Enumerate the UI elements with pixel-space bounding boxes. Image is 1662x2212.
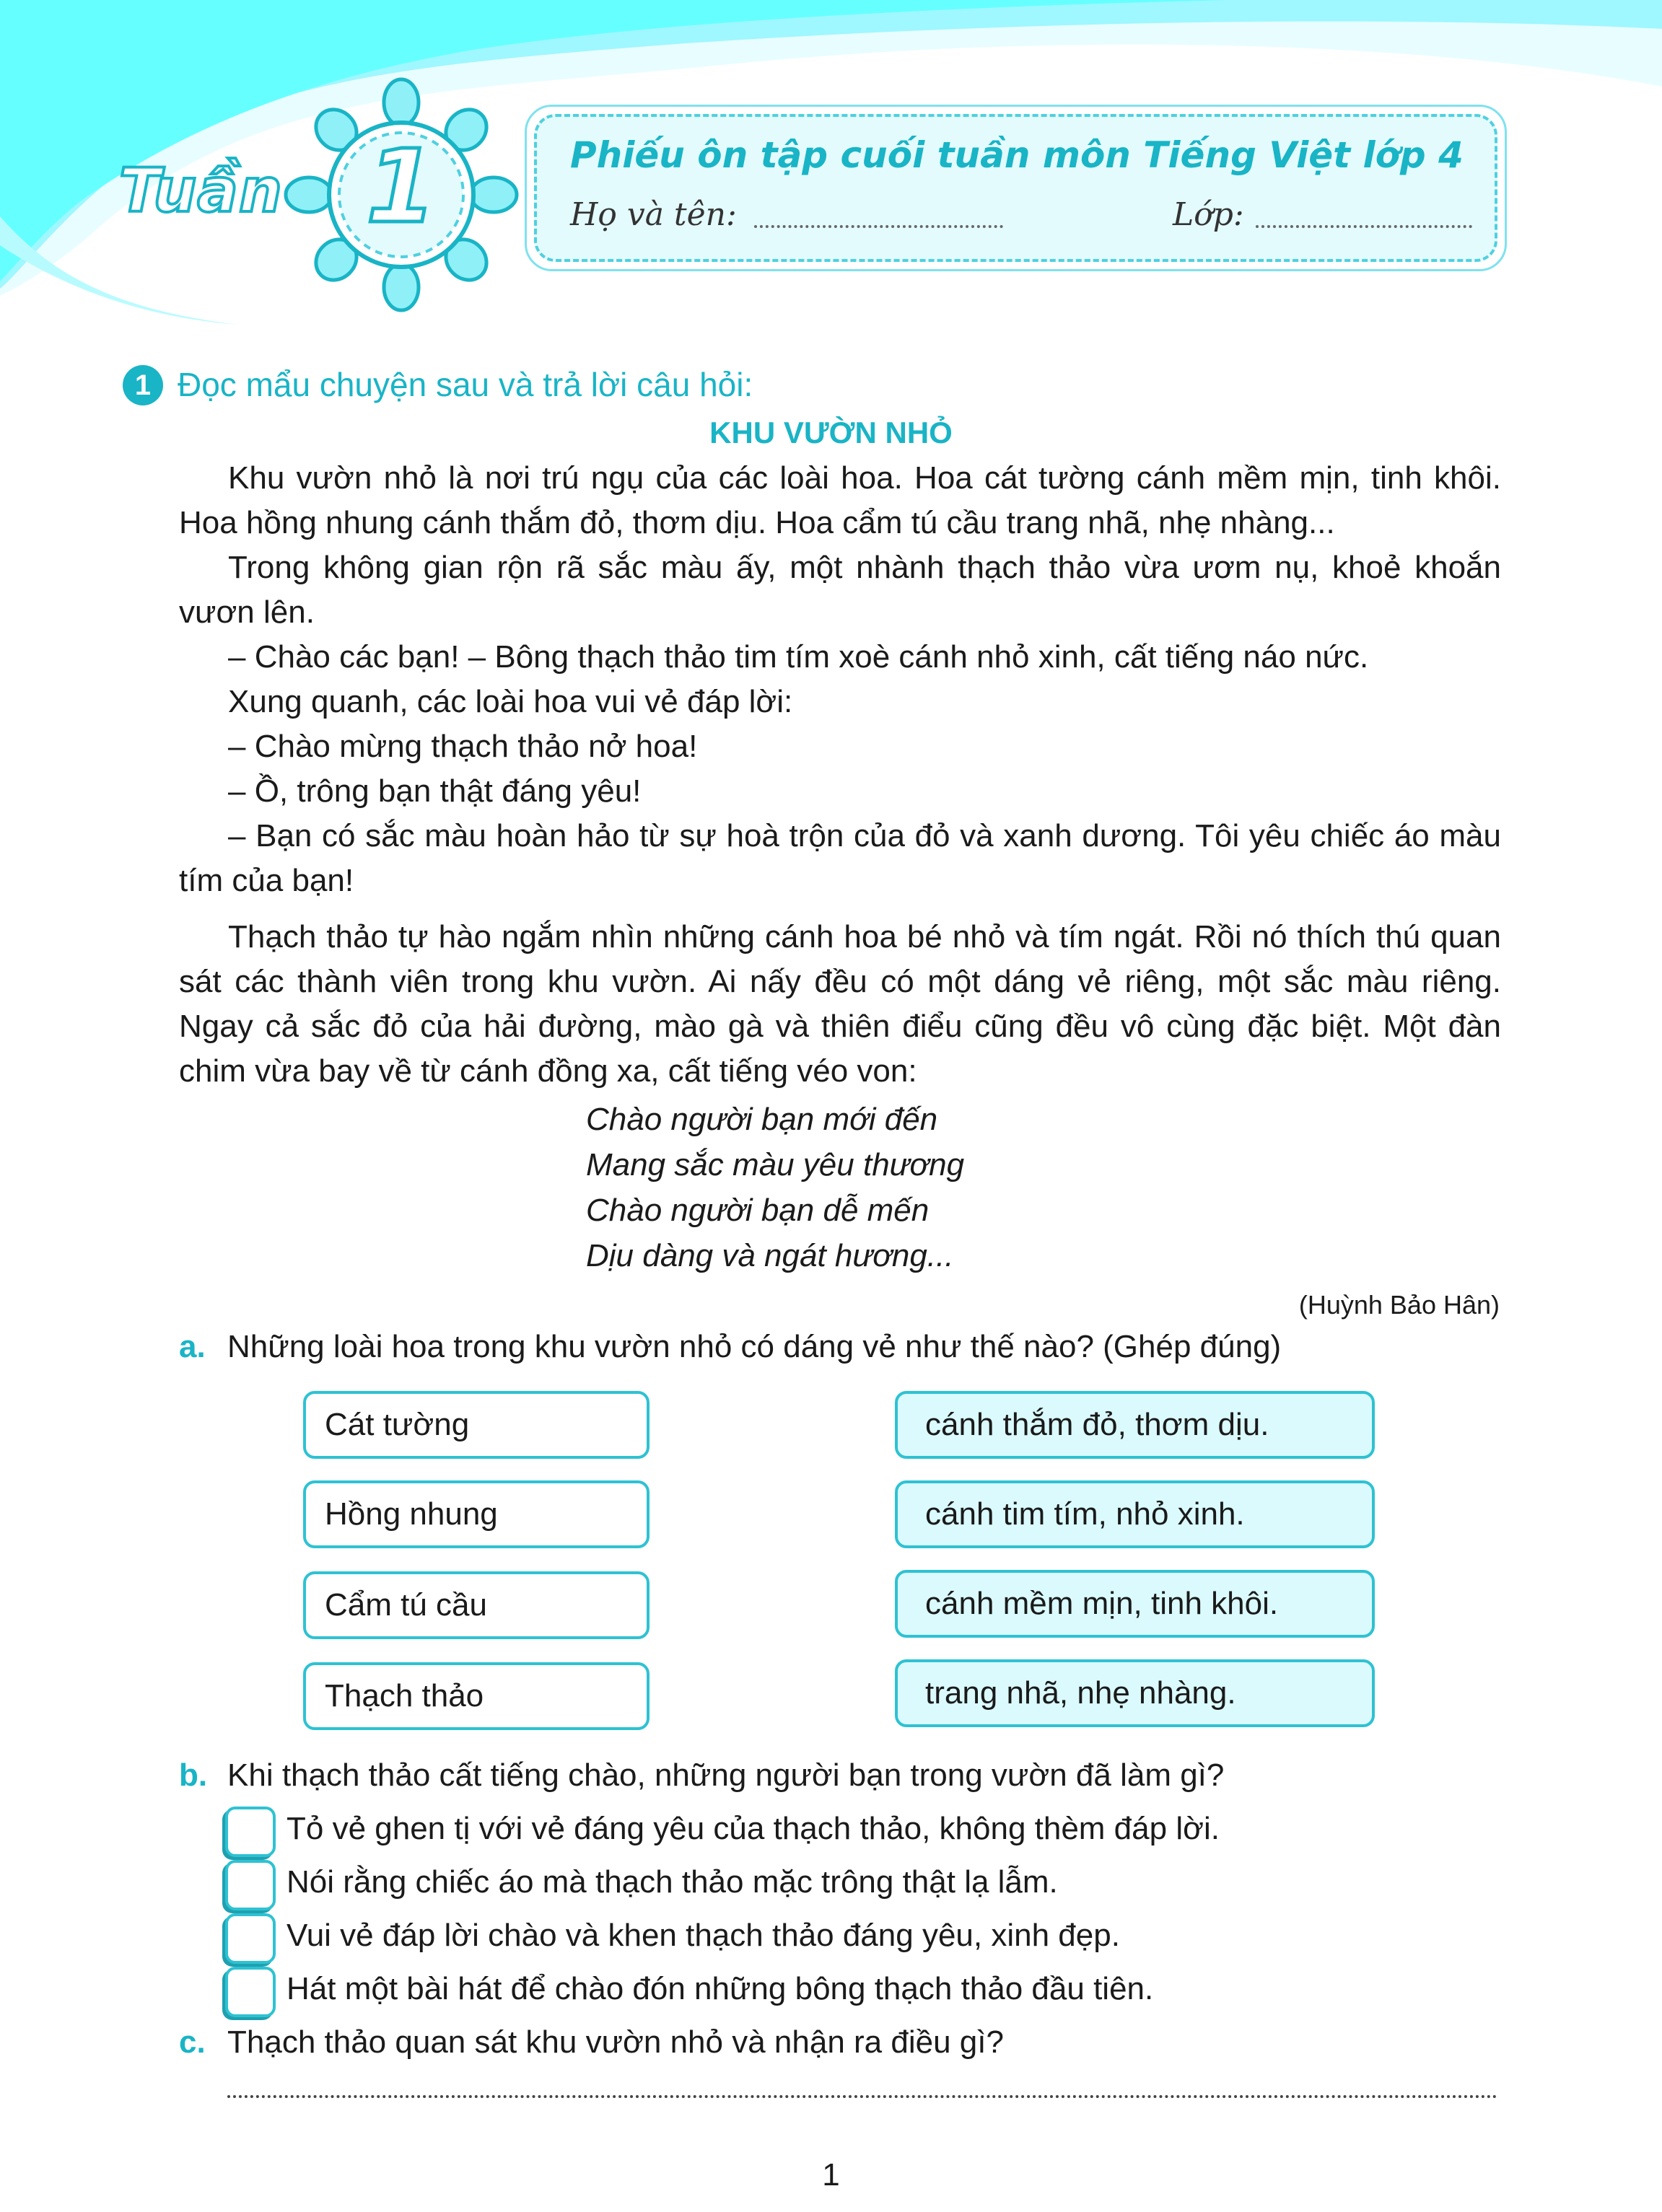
worksheet-title: Phiếu ôn tập cuối tuần môn Tiếng Việt lớp 4 [570,134,1464,176]
name-field[interactable] [754,225,1003,228]
class-field[interactable] [1256,225,1472,228]
week-number: 1 [366,128,437,246]
match-right-item[interactable]: trang nhã, nhẹ nhàng. [895,1659,1375,1727]
week-label: Tuần [119,155,283,226]
story-dialogue: – Ồ, trông bạn thật đáng yêu! [228,773,642,809]
class-label: Lớp: [1173,196,1244,233]
question-a-text: Những loài hoa trong khu vườn nhỏ có dáng vẻ như thế nào? (Ghép đúng) [227,1329,1282,1364]
question-b-letter: b. [179,1757,208,1793]
answer-line[interactable] [227,2095,1497,2098]
match-left-item[interactable]: Hồng nhung [303,1480,650,1548]
name-label: Họ và tên: [570,196,737,233]
story-text [179,456,1501,1094]
story-paragraph: Trong không gian rộn rã sắc màu ấy, một nhành thạch thảo vừa ươm nụ, khoẻ khoắn vươn lên. [179,550,1501,630]
answer-checkbox[interactable] [225,1807,276,1857]
option-text: Tỏ vẻ ghen tị với vẻ đáng yêu của thạch thảo, không thèm đáp lời. [287,1811,1220,1846]
question-a-letter: a. [179,1329,206,1364]
question-number-badge: 1 [123,365,163,405]
story-dialogue: – Chào các bạn! – Bông thạch thảo tim tím xoè cánh nhỏ xinh, cất tiếng náo nức. [228,639,1369,675]
story-paragraph: Thạch thảo tự hào ngắm nhìn những cánh hoa bé nhỏ và tím ngát. Rồi nó thích thú quan sát các thành viên trong khu vườn. Ai nấy đều có một dáng vẻ riêng, một sắc màu riêng. Ngay cả sắc đỏ của hải đường, mào gà và thiên điểu cũng đều vô cùng đặc biệt. Một đàn chim vừa bay về từ cánh đồng xa, cất tiếng véo von: [179,919,1501,1089]
story-author: (Huỳnh Bảo Hân) [1298,1290,1500,1320]
story-dialogue: – Chào mừng thạch thảo nở hoa! [228,729,698,764]
question-heading: Đọc mẩu chuyện sau và trả lời câu hỏi: [178,366,753,403]
poem-line: Mang sắc màu yêu thương [586,1147,965,1182]
student-info-row [570,196,1472,240]
option-text: Vui vẻ đáp lời chào và khen thạch thảo đáng yêu, xinh đẹp. [287,1918,1120,1953]
story-dialogue: Xung quanh, các loài hoa vui vẻ đáp lời: [228,684,793,719]
story-paragraph: Khu vườn nhỏ là nơi trú ngụ của các loài hoa. Hoa cát tường cánh mềm mịn, tinh khôi. Hoa hồng nhung cánh thắm đỏ, thơm dịu. Hoa cẩm tú cầu trang nhã, nhẹ nhàng... [179,460,1501,540]
story-title: KHU VƯỜN NHỎ [709,416,953,449]
answer-checkbox[interactable] [225,1860,276,1910]
option-text: Hát một bài hát để chào đón những bông thạch thảo đầu tiên. [287,1971,1154,2006]
poem-line: Chào người bạn mới đến [586,1102,938,1137]
poem-line: Chào người bạn dễ mến [586,1193,930,1228]
option-text: Nói rằng chiếc áo mà thạch thảo mặc trông thật lạ lẫm. [287,1864,1058,1900]
match-left-item[interactable]: Thạch thảo [303,1662,650,1730]
answer-checkbox[interactable] [225,1967,276,2017]
match-left-item[interactable]: Cẩm tú cầu [303,1571,650,1639]
question-c-text: Thạch thảo quan sát khu vườn nhỏ và nhận ra điều gì? [227,2024,1004,2060]
match-left-item[interactable]: Cát tường [303,1391,650,1459]
poem [586,1097,964,1278]
question-c-letter: c. [179,2024,206,2060]
poem-line: Dịu dàng và ngát hương... [586,1238,954,1273]
match-right-item[interactable]: cánh tim tím, nhỏ xinh. [895,1480,1375,1548]
match-right-item[interactable]: cánh mềm mịn, tinh khôi. [895,1570,1375,1638]
story-dialogue: – Bạn có sắc màu hoàn hảo từ sự hoà trộn của đỏ và xanh dương. Tôi yêu chiếc áo màu tím của bạn! [179,818,1501,898]
question-b-text: Khi thạch thảo cất tiếng chào, những người bạn trong vườn đã làm gì? [227,1757,1225,1793]
page-number: 1 [822,2157,840,2193]
match-right-item[interactable]: cánh thắm đỏ, thơm dịu. [895,1391,1375,1459]
answer-checkbox[interactable] [225,1913,276,1964]
